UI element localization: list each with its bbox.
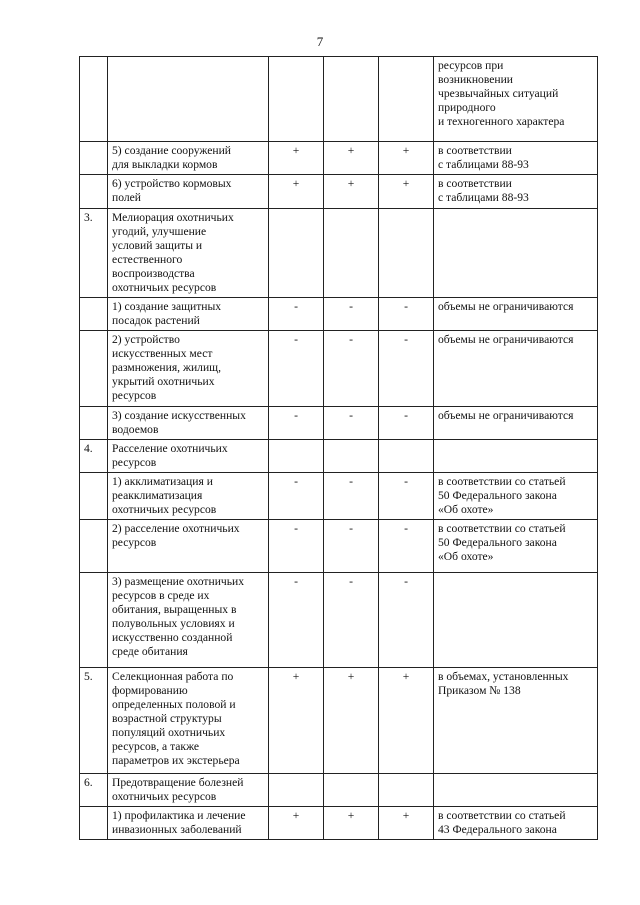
mark-cell-1: + xyxy=(269,142,324,175)
mark-cell-2: + xyxy=(324,142,379,175)
mark-cell-1: - xyxy=(269,298,324,331)
table-row xyxy=(80,209,598,298)
mark-cell-1: - xyxy=(269,331,324,407)
measure-name-cell: Мелиорация охотничьих угодий, улучшение условий защиты и естественного воспроизводства охотничьих ресурсов xyxy=(108,209,269,298)
measure-name-cell: 3) размещение охотничьих ресурсов в среде их обитания, выращенных в полувольных условиях и искусственно созданной среде обитания xyxy=(108,573,269,668)
mark-cell-1: - xyxy=(269,407,324,440)
measure-name-cell: Предотвращение болезней охотничьих ресурсов xyxy=(108,774,269,807)
measure-name-cell: 1) профилактика и лечение инвазионных заболеваний xyxy=(108,807,269,840)
note-cell: объемы не ограничиваются xyxy=(434,407,598,440)
mark-cell-2: - xyxy=(324,520,379,573)
mark-cell-3 xyxy=(379,440,434,473)
mark-cell-3: - xyxy=(379,298,434,331)
measure-name-cell: Расселение охотничьих ресурсов xyxy=(108,440,269,473)
mark-cell-2: - xyxy=(324,473,379,520)
measure-name-cell: 3) создание искусственных водоемов xyxy=(108,407,269,440)
mark-cell-3: - xyxy=(379,473,434,520)
row-number-cell xyxy=(80,407,108,440)
table-row xyxy=(80,440,598,473)
page-number: 7 xyxy=(316,34,324,49)
mark-cell-2 xyxy=(324,774,379,807)
mark-cell-2 xyxy=(324,440,379,473)
table-row xyxy=(80,142,598,175)
mark-cell-3: + xyxy=(379,175,434,209)
table-row xyxy=(80,175,598,209)
measure-name-cell: Селекционная работа по формированию определенных половой и возрастной структуры популяций охотничьих ресурсов, а также параметров их экстерьера xyxy=(108,668,269,774)
table-row xyxy=(80,520,598,573)
mark-cell-1: + xyxy=(269,807,324,840)
mark-cell-2: - xyxy=(324,573,379,668)
measure-name-cell: 1) акклиматизация и реакклиматизация охотничьих ресурсов xyxy=(108,473,269,520)
table-row xyxy=(80,573,598,668)
row-number-cell: 5. xyxy=(80,668,108,774)
mark-cell-3: - xyxy=(379,520,434,573)
note-cell: в объемах, установленных Приказом № 138 xyxy=(434,668,598,774)
table-body xyxy=(80,57,598,840)
mark-cell-1 xyxy=(269,774,324,807)
table-row xyxy=(80,331,598,407)
note-cell xyxy=(434,209,598,298)
row-number-cell xyxy=(80,573,108,668)
mark-cell-1 xyxy=(269,440,324,473)
mark-cell-2: + xyxy=(324,668,379,774)
row-number-cell xyxy=(80,57,108,142)
note-cell xyxy=(434,440,598,473)
table-row xyxy=(80,473,598,520)
row-number-cell xyxy=(80,298,108,331)
row-number-cell xyxy=(80,175,108,209)
row-number-cell: 6. xyxy=(80,774,108,807)
note-cell xyxy=(434,774,598,807)
measure-name-cell: 5) создание сооружений для выкладки кормов xyxy=(108,142,269,175)
note-cell: ресурсов при возникновении чрезвычайных ситуаций природного и техногенного характера xyxy=(434,57,598,142)
row-number-cell xyxy=(80,520,108,573)
mark-cell-2: - xyxy=(324,407,379,440)
mark-cell-1 xyxy=(269,209,324,298)
mark-cell-2: - xyxy=(324,298,379,331)
measure-name-cell: 2) устройство искусственных мест размножения, жилищ, укрытий охотничьих ресурсов xyxy=(108,331,269,407)
note-cell: в соответствии со статьей 43 Федерального закона xyxy=(434,807,598,840)
measure-name-cell: 6) устройство кормовых полей xyxy=(108,175,269,209)
mark-cell-1: - xyxy=(269,520,324,573)
table-row xyxy=(80,807,598,840)
mark-cell-3: + xyxy=(379,142,434,175)
row-number-cell xyxy=(80,331,108,407)
mark-cell-1: - xyxy=(269,473,324,520)
note-cell: в соответствии со статьей 50 Федерального закона «Об охоте» xyxy=(434,520,598,573)
table-row xyxy=(80,774,598,807)
row-number-cell: 3. xyxy=(80,209,108,298)
table-row xyxy=(80,57,598,142)
mark-cell-3: - xyxy=(379,573,434,668)
table-row xyxy=(80,668,598,774)
mark-cell-2 xyxy=(324,57,379,142)
row-number-cell xyxy=(80,473,108,520)
note-cell xyxy=(434,573,598,668)
row-number-cell: 4. xyxy=(80,440,108,473)
mark-cell-3 xyxy=(379,209,434,298)
mark-cell-3: - xyxy=(379,331,434,407)
mark-cell-2: + xyxy=(324,175,379,209)
note-cell: в соответствии со статьей 50 Федерального закона «Об охоте» xyxy=(434,473,598,520)
mark-cell-1: + xyxy=(269,175,324,209)
measure-name-cell: 2) расселение охотничьих ресурсов xyxy=(108,520,269,573)
mark-cell-1: + xyxy=(269,668,324,774)
mark-cell-3: - xyxy=(379,407,434,440)
row-number-cell xyxy=(80,807,108,840)
mark-cell-3: + xyxy=(379,668,434,774)
note-cell: объемы не ограничиваются xyxy=(434,331,598,407)
note-cell: объемы не ограничиваются xyxy=(434,298,598,331)
row-number-cell xyxy=(80,142,108,175)
table-row xyxy=(80,298,598,331)
mark-cell-1: - xyxy=(269,573,324,668)
mark-cell-3 xyxy=(379,774,434,807)
table-row xyxy=(80,407,598,440)
mark-cell-3 xyxy=(379,57,434,142)
note-cell: в соответствии с таблицами 88-93 xyxy=(434,142,598,175)
mark-cell-1 xyxy=(269,57,324,142)
mark-cell-2 xyxy=(324,209,379,298)
mark-cell-2: - xyxy=(324,331,379,407)
measures-table xyxy=(79,56,598,840)
note-cell: в соответствии с таблицами 88-93 xyxy=(434,175,598,209)
measure-name-cell: 1) создание защитных посадок растений xyxy=(108,298,269,331)
mark-cell-2: + xyxy=(324,807,379,840)
mark-cell-3: + xyxy=(379,807,434,840)
measure-name-cell xyxy=(108,57,269,142)
